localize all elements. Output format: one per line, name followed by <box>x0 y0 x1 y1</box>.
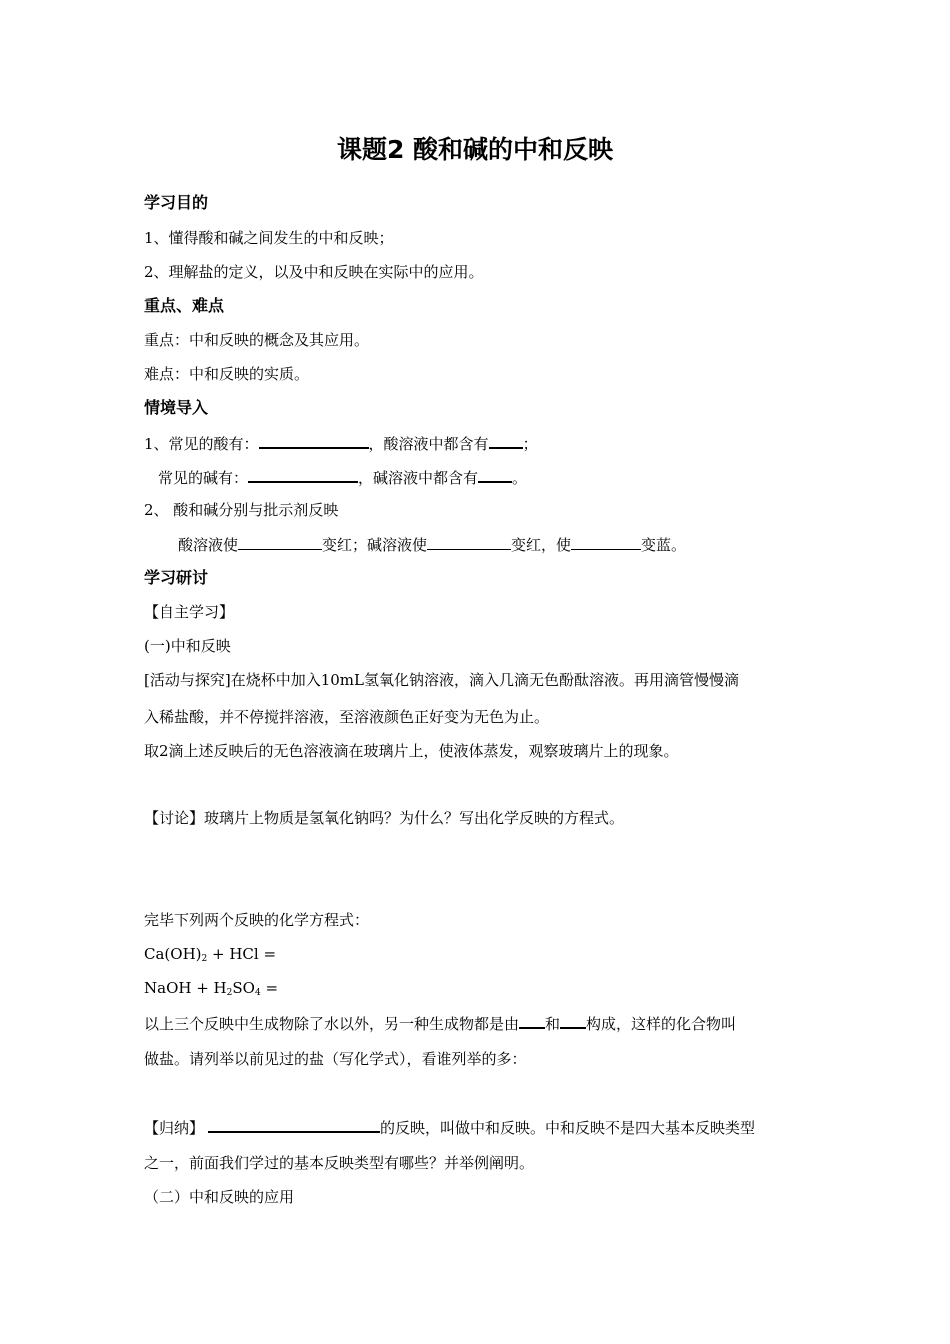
intro-indicator-fill <box>178 534 686 555</box>
key-point: 重点：中和反映的概念及其应用。 <box>144 331 370 349</box>
salt-line-1 <box>144 1012 736 1034</box>
subsection-application: （二）中和反映的应用 <box>144 1188 295 1206</box>
equation-2-subscript-1: 2 <box>226 988 233 998</box>
equation-1-rest: + HCl = <box>207 945 277 963</box>
page-title: 课题2 酸和碱的中和反映 <box>336 135 614 164</box>
indicator-base-label: 变红；碱溶液使 <box>322 536 428 554</box>
self-study-label: 【自主学习】 <box>144 603 235 621</box>
summary-line-1 <box>144 1116 755 1138</box>
equation-2 <box>144 978 278 998</box>
activity-line-2: 入稀盐酸，并不停搅拌溶液，至溶液颜色正好变为无色为止。 <box>144 708 550 726</box>
intro-line-bases <box>158 466 527 488</box>
intro-acids-mid: ，酸溶液中都含有 <box>368 435 489 453</box>
equation-2-middle: SO <box>232 979 255 997</box>
salt-text-c: 构成，这样的化合物叫 <box>586 1015 737 1033</box>
indicator-end: 变蓝。 <box>641 536 687 554</box>
complete-equations-prompt: 完毕下列两个反映的化学方程式： <box>144 911 370 929</box>
heading-study: 学习研讨 <box>144 568 209 587</box>
intro-bases-end: 。 <box>512 469 528 487</box>
indicator-acid-label: 酸溶液使 <box>178 536 239 554</box>
blank-base-ion[interactable] <box>478 466 512 483</box>
blank-salt-1[interactable] <box>519 1012 545 1029</box>
salt-line-2: 做盐。请列举以前见过的盐（写化学式），看谁列举的多： <box>144 1050 527 1068</box>
activity-line-1: [活动与探究]在烧杯中加入10mL氢氧化钠溶液，滴入几滴无色酚酞溶液。再用滴管慢慢滴 <box>144 671 739 689</box>
salt-text-b: 和 <box>545 1015 561 1033</box>
heading-objectives: 学习目的 <box>144 193 209 212</box>
blank-bases[interactable] <box>248 466 358 483</box>
summary-line-2: 之一，前面我们学过的基本反映类型有哪些？并举例阐明。 <box>144 1154 535 1172</box>
equation-2-rest: = <box>260 979 279 997</box>
intro-line-acids <box>144 432 538 454</box>
indicator-mid: 变红，使 <box>511 536 572 554</box>
equation-2-subscript-2: 4 <box>254 988 261 998</box>
blank-summary[interactable] <box>208 1116 380 1133</box>
blank-indicator-1[interactable] <box>238 534 322 550</box>
difficult-point: 难点：中和反映的实质。 <box>144 365 310 383</box>
blank-indicator-3[interactable] <box>571 534 641 550</box>
discussion-question: 【讨论】玻璃片上物质是氢氧化钠吗？为什么？写出化学反映的方程式。 <box>144 809 625 827</box>
summary-label: 【归纳】 <box>144 1119 205 1137</box>
heading-intro: 情境导入 <box>144 398 209 417</box>
blank-acid-ion[interactable] <box>489 432 523 449</box>
intro-indicator-line: 2、 酸和碱分别与批示剂反映 <box>144 501 339 519</box>
subsection-neutralization: (一)中和反映 <box>144 637 231 655</box>
blank-salt-2[interactable] <box>560 1012 586 1029</box>
objective-1: 1、懂得酸和碱之间发生的中和反映； <box>144 229 394 247</box>
blank-indicator-2[interactable] <box>427 534 511 550</box>
salt-text-a: 以上三个反映中生成物除了水以外，另一种生成物都是由 <box>144 1015 520 1033</box>
blank-acids[interactable] <box>259 432 369 449</box>
summary-text: 的反映，叫做中和反映。中和反映不是四大基本反映类型 <box>380 1119 756 1137</box>
intro-bases-label: 常见的碱有： <box>158 469 249 487</box>
equation-1 <box>144 944 276 964</box>
equation-1-reactant: Ca(OH) <box>144 945 202 963</box>
activity-line-3: 取2滴上述反映后的无色溶液滴在玻璃片上，使液体蒸发，观察玻璃片上的现象。 <box>144 742 679 760</box>
intro-acids-label: 1、常见的酸有： <box>144 435 259 453</box>
equation-1-subscript: 2 <box>201 954 208 964</box>
objective-2: 2、理解盐的定义，以及中和反映在实际中的应用。 <box>144 263 484 281</box>
intro-acids-end: ； <box>522 435 538 453</box>
equation-2-reactant: NaOH + H <box>144 979 227 997</box>
heading-key-points: 重点、难点 <box>144 296 225 315</box>
intro-bases-mid: ，碱溶液中都含有 <box>358 469 479 487</box>
